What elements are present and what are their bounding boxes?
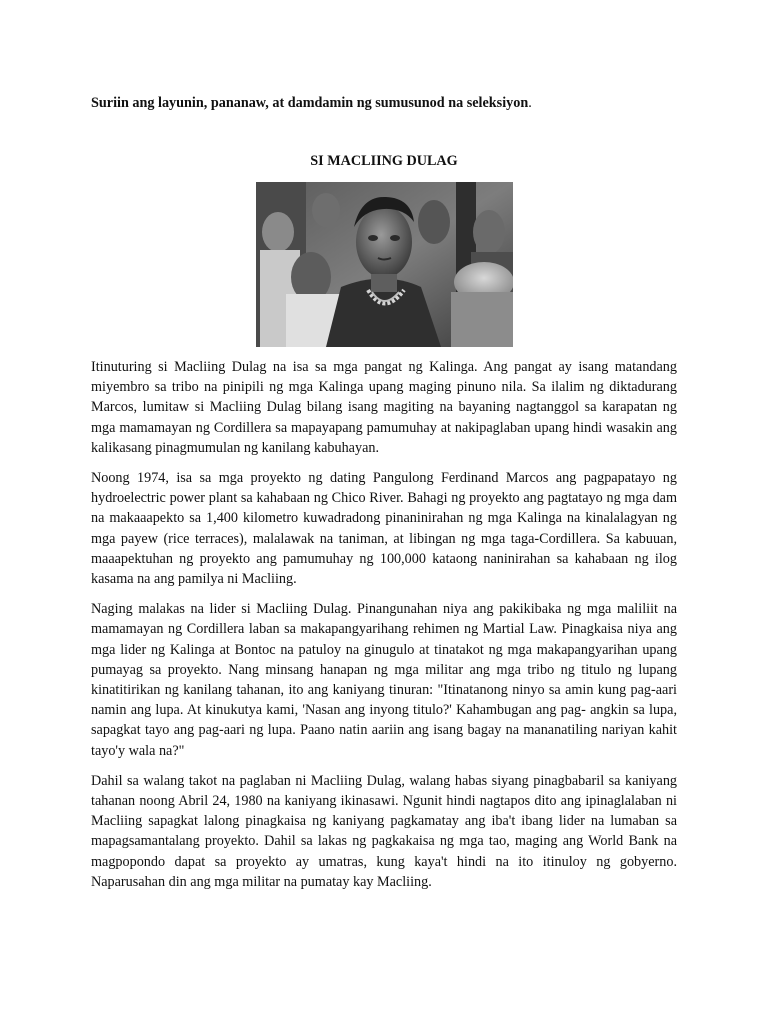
article-body bbox=[91, 357, 677, 902]
paragraph-2: Noong 1974, isa sa mga proyekto ng dating Pangulong Ferdinand Marcos ang pagpapatayo ng hydroelectric power plant sa kahabaan ng Chico River. Bahagi ng proyekto ang pagtatayo ng mga dam na makaaapekto sa 1,400 kilometro kuwadradong pinaninirahan ng mga Kalinga na kinalalagyan ng mga payew (rice terraces), malalawak na taniman, at libingan ng mga taga-Cordillera. Sa kabuuan, maaapektuhan ng proyekto ang pamumuhay ng 100,000 kataong naninirahan sa kahabaan ng ilog kasama na ang pamilya ni Macliing. bbox=[91, 470, 677, 588]
paragraph-3: Naging malakas na lider si Macliing Dulag. Pinangunahan niya ang pakikibaka ng mga maliliit na mamamayan ng Cordillera laban sa makapangyarihang rehimen ng Martial Law. Pinagkaisa niya ang mga lider ng Kalinga at Bontoc na patuloy na ginugulo at tinatakot ng mga makapangyarihan upang pumayag sa proyekto. Nang minsang hanapan ng mga militar ang mga tribo ng titulo ng lupang kinatitirikan ng kanilang tahanan, ito ang kaniyang tinuran: "Itinatanong ninyo sa amin kung pag-aari namin ang lupa. At kinukutya kami, 'Nasan ang inyong titulo?' Kahambugan ang pag- angkin sa lupa, sapagkat tayo ang pag-aari ng lupa. Paano natin aariin ang isang bagay na mananatiling nariyan kahit tayo'y wala na?" bbox=[91, 601, 677, 759]
photo-image-icon bbox=[256, 182, 513, 347]
page-title: SI MACLIING DULAG bbox=[310, 153, 458, 169]
paragraph-4: Dahil sa walang takot na paglaban ni Macliing Dulag, walang habas siyang pinagbabaril sa kaniyang tahanan noong Abril 24, 1980 na kaniyang ikinasawi. Ngunit hindi nagtapos dito ang ipinaglalaban ni Macliing sapagkat lalong pinagkaisa ng kaniyang pagkamatay ang iba't ibang lider na lumaban sa mapagsamantalang proyekto. Dahil sa lakas ng pagkakaisa ng mga tao, maging ang World Bank na magpopondo dapat sa proyekto ay umatras, kung kaya't hindi na ito itinuloy ng gobyerno. Naparusahan din ang mga militar na pumatay kay Macliing. bbox=[91, 772, 677, 890]
instruction bbox=[91, 93, 681, 113]
instruction-text: Suriin ang layunin, pananaw, at damdamin ng sumusunod na seleksiyon bbox=[91, 95, 529, 111]
paragraph-1: Itinuturing si Macliing Dulag na isa sa mga pangat ng Kalinga. Ang pangat ay isang matandang miyembro sa tribo na pinipili ng mga Kalinga upang maging pinuno nila. Sa ilalim ng diktadurang Marcos, lumitaw si Macliing Dulag bilang isang magiting na bayaning nagtanggol sa karapatan ng mga mamamayan ng Cordillera sa mapayapang pamumuhay at nakipaglaban upang hindi wasakin ang kalikasang pinagmumulan ng kanilang kabuhayan. bbox=[91, 359, 677, 456]
photo bbox=[256, 182, 513, 347]
instruction-period: . bbox=[528, 95, 532, 111]
